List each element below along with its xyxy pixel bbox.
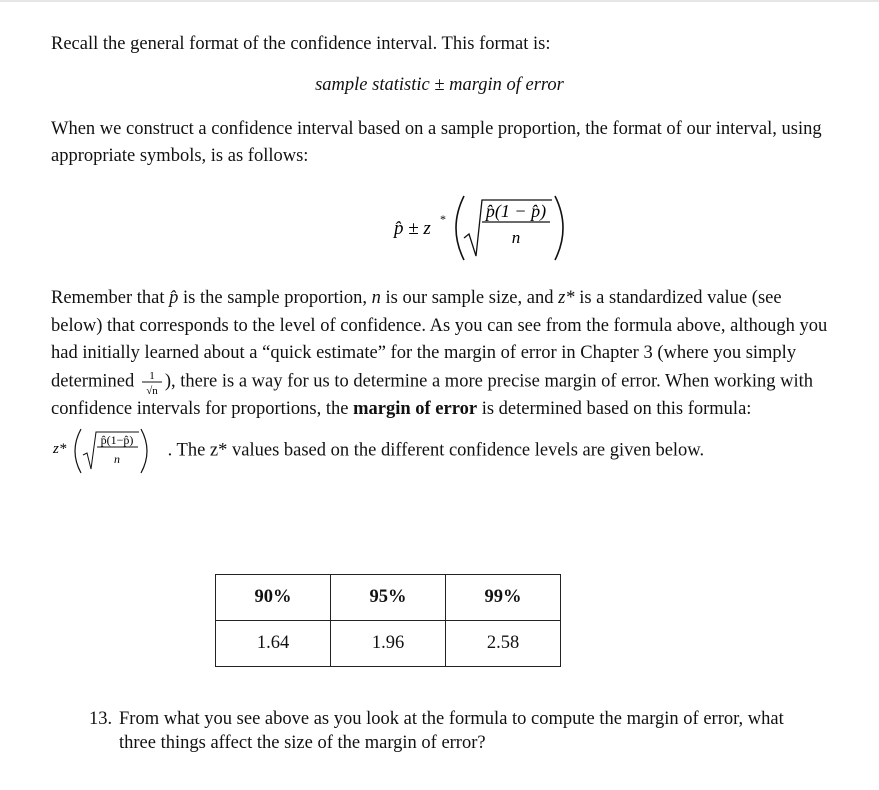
svg-text:√n: √n [146,384,158,396]
general-format: sample statistic ± margin of error [315,75,564,95]
value-90: 1.64 [216,621,331,667]
formula-lead: p̂ ± z [394,218,431,239]
remember-paragraph: Remember that p̂ is the sample proportion, n is our sample size, and z* is a standardized value (see below) that corresponds to the level of confidence. As you can see from the formula above, although you had initially learned about a “quick estimate” for the margin of error in Chapter 3 (where you simply determined 1 √n ), there is a way for us to determine a more precise margin of error. When working with confidence intervals for proportions, the margin of error is determined based on this formula: z* p̂(1−p̂) n . The z* values based on the different confidence levels are given below. [51,285,831,479]
svg-text:n: n [114,452,120,466]
table-header-row [216,575,561,621]
value-99: 2.58 [446,621,561,667]
svg-text:p̂(1−p̂): p̂(1−p̂) [100,433,134,447]
top-border [0,0,879,2]
margin-of-error-formula [51,423,163,479]
svg-text:z*: z* [53,441,67,457]
header-90: 90% [216,575,331,621]
table-row [216,621,561,667]
intro-text: Recall the general format of the confidence interval. This format is: [51,34,551,54]
quick-estimate-fraction [139,368,165,396]
question-13 [89,707,819,755]
confidence-interval-formula [390,190,590,265]
right-paren [555,196,563,260]
question-number: 13. [89,709,113,729]
construct-text: When we construct a confidence interval based on a sample proportion, the format of our interval, using appropriate symbols, is as follows: [51,119,822,166]
question-text: From what you see above as you look at the formula to compute the margin of error, what three things affect the size of the margin of error? [119,709,784,753]
header-99: 99% [446,575,561,621]
value-95: 1.96 [331,621,446,667]
formula-star: * [440,212,446,226]
formula-denominator: n [511,228,521,247]
formula-numerator: p̂(1 − p̂) [485,201,547,221]
z-star-table [215,574,561,667]
svg-text:1: 1 [149,369,155,382]
header-95: 95% [331,575,446,621]
left-paren [456,196,464,260]
